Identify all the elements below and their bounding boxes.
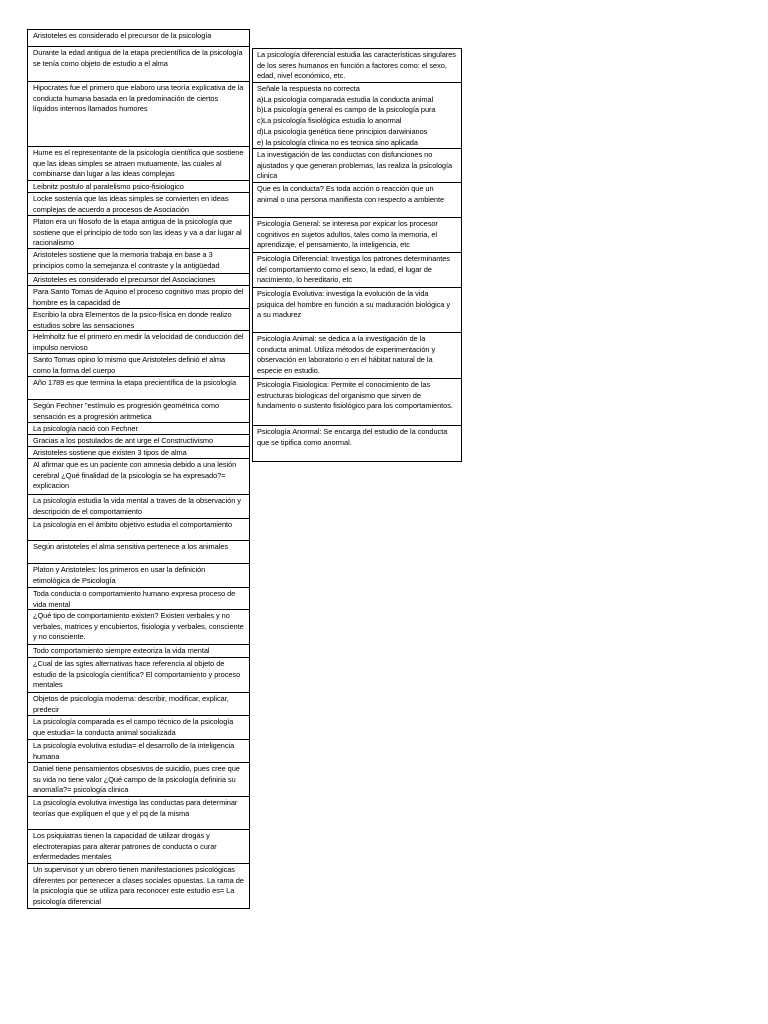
table-cell: Psicología Evolutiva: investiga la evolución de la vida psiquica del hombre en función a su maduración biológica y a su madurez [253,288,462,333]
table-cell: Según aristoteles el alma sensitiva pertenece a los animales [28,541,249,564]
table-cell: Aristoteles es considerado el precursor del Asociaciones [28,274,249,286]
table-cell: Psicología Anormal: Se encarga del estudio de la conducta que se tipifica como anormal. [253,426,462,462]
table-cell: La psicología evolutiva investiga las conductas para determinar teorías que expliquen el que y el pq de la misma [28,797,249,830]
table-cell: La psicología diferencial estudia las características singulares de los seres humanos en función a factores como: el sexo, edad, nivel económico, etc. [253,48,462,83]
table-cell: Que es la conducta? Es toda acción o reacción que un animal o una persona manifiesta con respecto a ambiente [253,183,462,218]
table-cell: Aristoteles sostiene que la memoria trabaja en base a 3 principios como la semejanza el contraste y la antigüedad [28,249,249,274]
table-cell: La psicología evolutiva estudia= el desarrollo de la inteligencia humana [28,740,249,763]
table-cell: Aristoteles sostiene que existen 3 tipos de alma [28,447,249,459]
table-cell: Un supervisor y un obrero tienen manifestaciones psicológicas diferentes por pertenecer a clases sociales opuestas. La rama de la psicología que se utiliza para reconocer este estudio es= La psicología diferencial [28,864,249,909]
table-cell: Aristoteles es considerado el precursor de la psicología [28,29,249,47]
table-cell: La psicología en el ámbito objetivo estudia el comportamiento [28,519,249,541]
table-cell: Los psiquiatras tienen la capacidad de utilizar drogas y electroterapias para alterar patrones de conducta o curar enfermedades mentales [28,830,249,864]
table-cell: Hume es el representante de la psicología científica que sostiene que las ideas simples se atraen mutuamente, las cuales al combinarse dan lugar a las ideas complejas [28,147,249,181]
table-cell: La psicología comparada es el campo técnico de la psicología que estudia= la conducta animal socializada [28,716,249,740]
table-cell: Psicología General: se interesa por expicar los procesor cognitivos en sujetos adultos, tales como la memoria, el aprendizaje, el pensamiento, la inteligencia, etc [253,218,462,253]
table-cell: Platon y Aristoteles: los primeros en usar la definición etimológica de Psicología [28,564,249,588]
table-cell: Gracias a los postulados de ant urge el Constructivismo [28,435,249,447]
table-cell: Todo comportamiento siempre exteoriza la vida mental [28,645,249,658]
table-cell: Objetos de psicología moderna: describir, modificar, explicar, predecir [28,693,249,716]
table-cell: Durante la edad antigua de la etapa precientífica de la psicología se tenía como objeto de estudio a el alma [28,47,249,82]
table-cell: Al afirmar que es un paciente con amnesia debido a una lesión cerebral ¿Qué finalidad de la psicología se ha expresado?= explicacion [28,459,249,495]
table-cell: ¿Qué tipo de comportamiento existen? Existen verbales y no verbales, matrices y encubiertos, fisiologia y verbales, consciente y no consciente. [28,610,249,645]
table-cell: Helmholtz fue el primero en medir la velocidad de conducción del impulso nervioso [28,331,249,354]
table-cell: Psicología Animal: se dedica a la investigación de la conducta animal. Utiliza métodos de experimentación y observación en laboratorio o en el hábitat natural de la especie en estudio. [253,333,462,379]
table-cell: Para Santo Tomas de Aquino el proceso cognitivo mas propio del hombre es la capacidad de [28,286,249,309]
table-cell: La psicología estudia la vida mental a traves de la observación y descripción de el comportamiento [28,495,249,519]
right-column [252,48,462,462]
left-column [27,29,250,909]
table-cell: La investigación de las conductas con disfunciones no ajustados y que generan problemas, las realiza la psicología clinica [253,149,462,183]
table-cell: Daniel tiene pensamientos obsesivos de suicidio, pues cree que su vida no tiene valor ¿Qué campo de la psicología definiria su anomalía?= psicología clinica [28,763,249,797]
table-cell: Escribio la obra Elementos de la psico-física en donde realizo estudios sobre las sensaciones [28,309,249,331]
table-cell: Según Fechner "estímulo es progresión geométrica como sensación es a progresión aritmetica [28,400,249,423]
table-cell: Año 1789 es que termina la etapa precientífica de la psicología [28,377,249,400]
table-cell: Locke sostenía que las ideas simples se convierten en ideas complejas de acuerdo a procesos de Asociación [28,193,249,216]
table-cell: Toda conducta o comportamiento humano expresa proceso de vida mental [28,588,249,610]
table-cell: Señale la respuesta no correcta a)La psicología comparada estudia la conducta animal b)La psicología general es campo de la psicología pura c)La psicología fisiológica estudia lo anormal d)La psicología genética tiene principios darwinianos e) la psicología clínica no es tecnica sino aplicada [253,83,462,149]
table-cell: La psicología nació con Fechner [28,423,249,435]
table-cell: Santo Tomas opino lo mismo que Aristoteles definió el alma como la forma del cuerpo [28,354,249,377]
table-cell: Leibnitz postulo al paralelismo psico-fisiologico [28,181,249,193]
table-cell: Platon era un filosofo de la etapa antigua de la psicología que sostiene que el principio de todo son las ideas y va a dar lugar al racionalismo [28,216,249,249]
table-cell: ¿Cual de las sgtes alternativas hace referencia al objeto de estudio de la psicología científica? El comportamiento y proceso mentales [28,658,249,693]
table-cell: Hipocrates fue el primero que elaboro una teoría explicativa de la conducta humana basada en la predominación de ciertos líquidos internos llamados humores [28,82,249,147]
table-cell: Psicología Fisiologica: Permite el conocimiento de las estructuras biologicas del organismo que sirven de fundamento o sustento fisiológico para los comportamientos. [253,379,462,426]
table-cell: Psicología Diferencial: Investiga los patrones determinantes del comportamiento como el sexo, la edad, el lugar de nacimiento, lo hereditario, etc [253,253,462,288]
